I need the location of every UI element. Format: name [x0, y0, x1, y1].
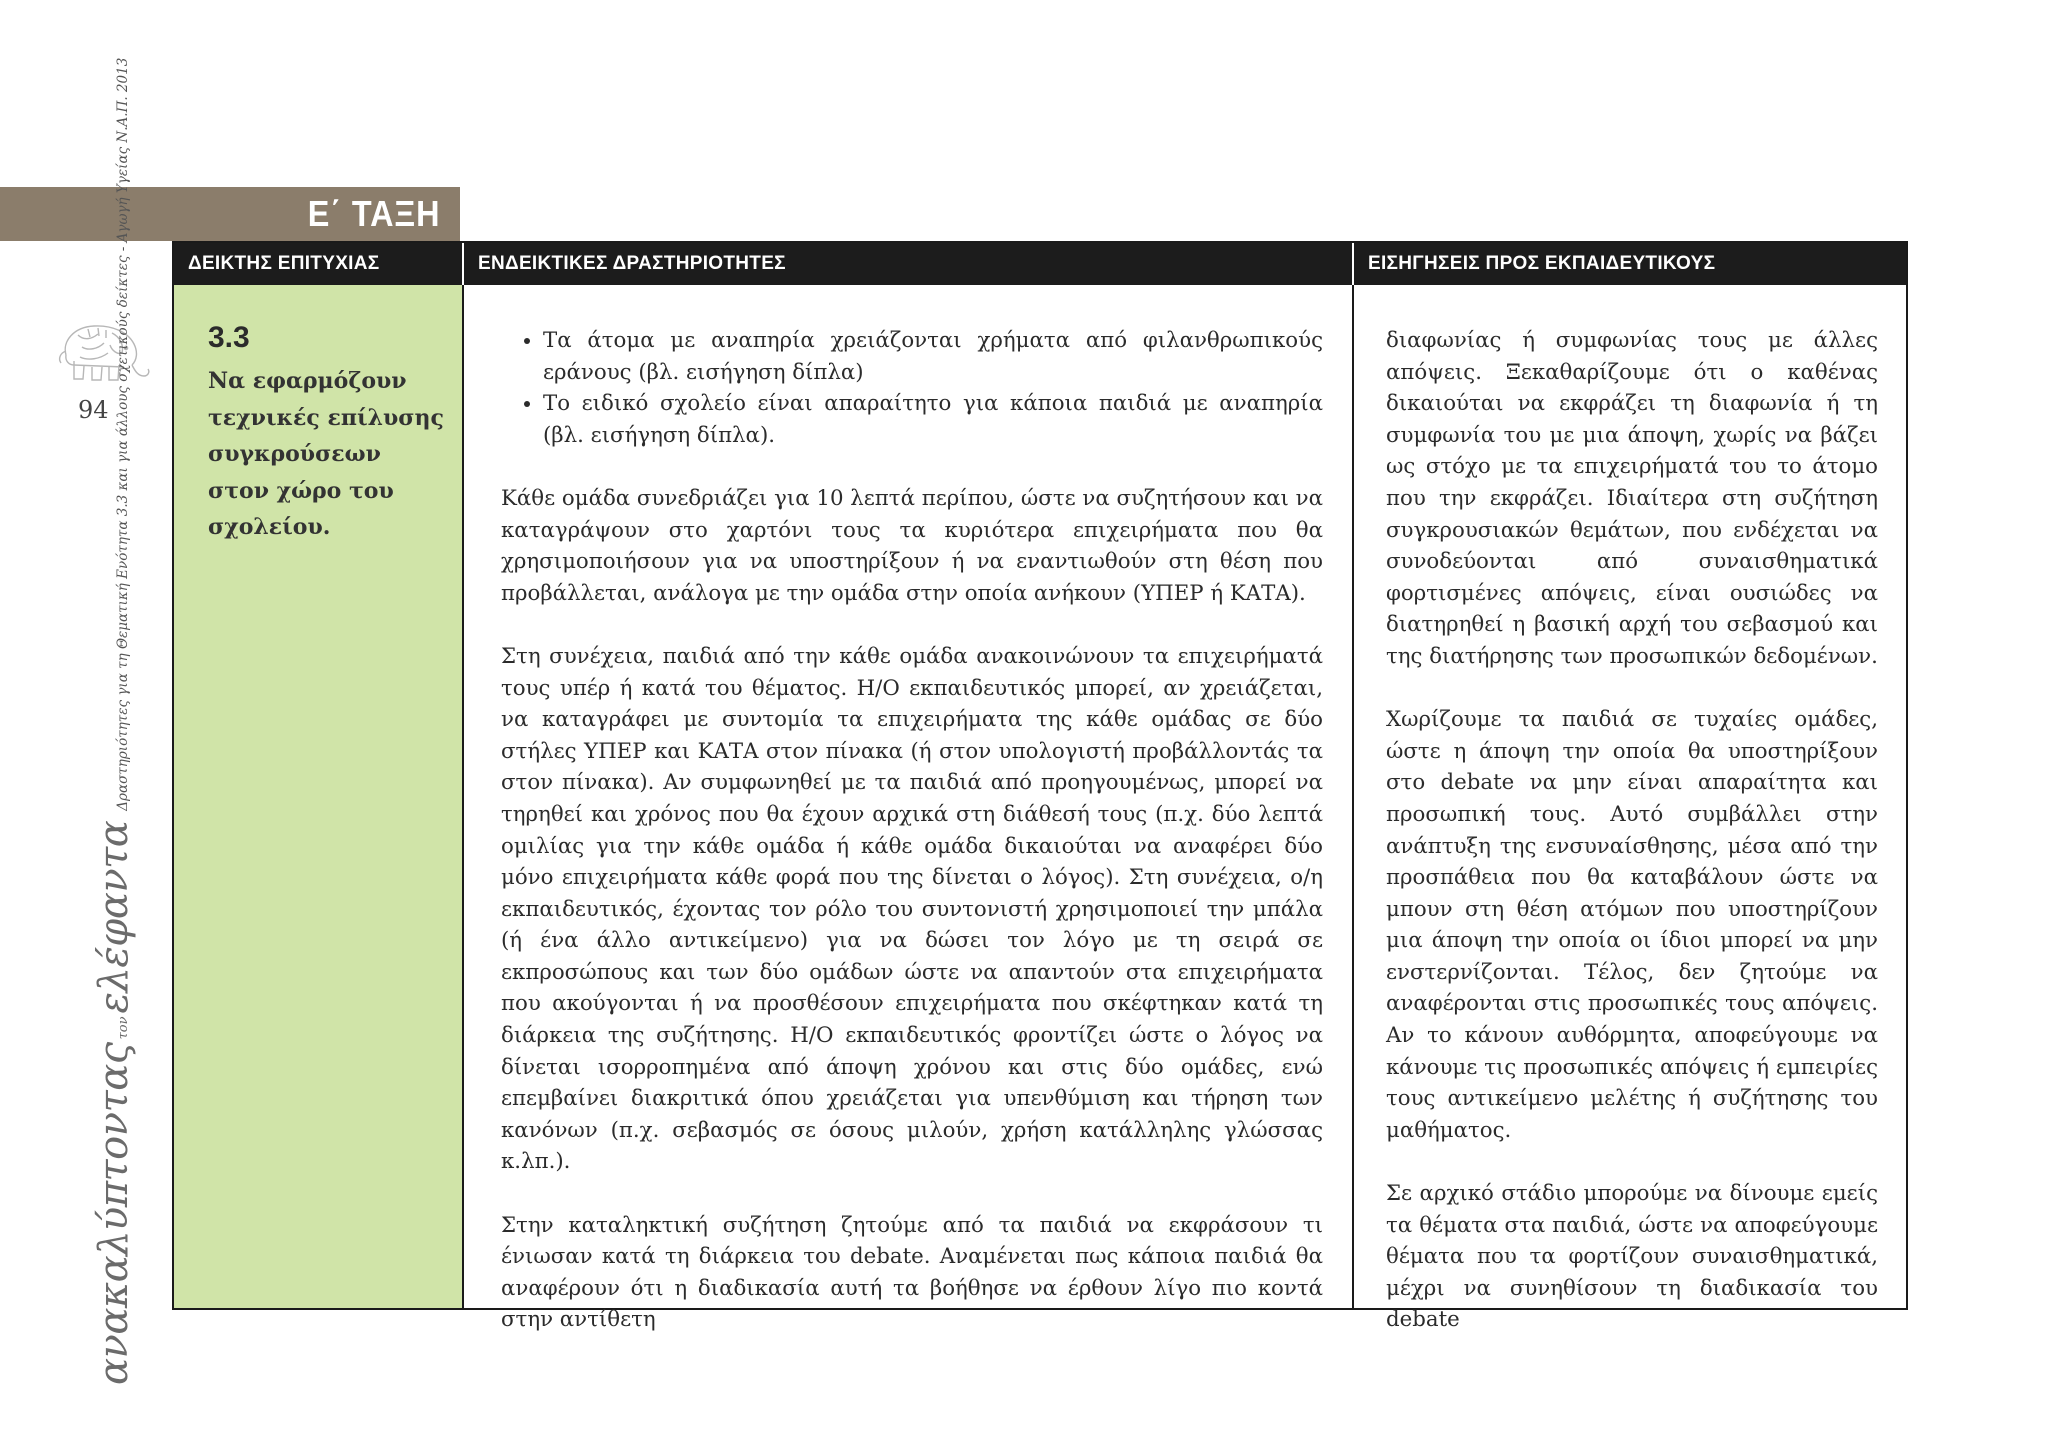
indicator-text: Να εφαρμόζουν τεχνικές επίλυσης συγκρούσεων στον χώρο του σχολείου.: [208, 368, 444, 540]
activities-paragraph: Στην καταληκτική συζήτηση ζητούμε από τα παιδιά να εκφράσουν τι ένιωσαν κατά τη διάρκεια του debate. Αναμένεται πως κάποια παιδιά θα αναφέρουν ότι η διαδικασία αυτή τα βοήθησε να έρθουν λίγο πιο κοντά στην αντίθετη: [501, 1212, 1323, 1333]
table-header-row: [174, 243, 1906, 285]
suggestions-cell: [1352, 285, 1906, 1333]
list-item: • Τα άτομα με αναπηρία χρειάζονται χρήματα από φιλανθρωπικούς εράνους (βλ. εισήγηση δίπλα): [543, 325, 1323, 388]
series-description: Δραστηριότητες για τη Θεματική Ενότητα 3.3 και για άλλους σχετικούς δείκτες - Αγωγή Υγείας Ν.Α.Π. 2013: [115, 57, 131, 811]
brand-title-small: τον: [116, 1016, 131, 1040]
activities-cell: [462, 285, 1352, 1333]
grade-banner: [0, 187, 460, 241]
header-indicator: ΔΕΙΚΤΗΣ ΕΠΙΤΥΧΙΑΣ: [188, 253, 380, 274]
indicator-number: 3.3: [208, 321, 250, 354]
brand-title-part2: ελέφαντα: [91, 820, 137, 1014]
brand-title-part1: ανακαλύπτοντας: [91, 1042, 137, 1385]
indicator-cell: [174, 285, 462, 1308]
list-item: • Το ειδικό σχολείο είναι απαραίτητο για κάποια παιδιά με αναπηρία (βλ. εισήγηση δίπλα).: [543, 388, 1323, 451]
suggestions-paragraph: διαφωνίας ή συμφωνίας τους με άλλες απόψεις. Ξεκαθαρίζουμε ότι ο καθένας δικαιούται να εκφράζει τη διαφωνία ή τη συμφωνία του με μια άποψη, χωρίς να βάζει ως στόχο με τα επιχειρήματά του το άτομο που την εκφράζει. Ιδιαίτερα στη συζήτηση συγκρουσιακών θεμάτων, που ενδέχεται να συνοδεύονται από συναισθηματικά φορτισμένες απόψεις, είναι ουσιώδες να διατηρηθεί η βασική αρχή του σεβασμού και της διατήρησης των προσωπικών δεδομένων.: [1386, 328, 1878, 669]
activities-text: [501, 325, 1323, 1368]
page-number: 94: [78, 396, 109, 424]
activities-paragraph: Κάθε ομάδα συνεδριάζει για 10 λεπτά περίπου, ώστε να συζητήσουν και να καταγράψουν στο χαρτόνι τους τα κυριότερα επιχειρήματα που θα χρησιμοποιήσουν για να υποστηρίξουν ή να εναντιωθούν στη θέση που προβάλλεται, ανάλογα με την ομάδα στην οποία ανήκουν (ΥΠΕΡ ή ΚΑΤΑ).: [501, 485, 1324, 606]
grade-label: Ε΄ ΤΑΞΗ: [307, 193, 440, 234]
suggestions-text: [1386, 325, 1878, 1368]
header-activities: ΕΝΔΕΙΚΤΙΚΕΣ ΔΡΑΣΤΗΡΙΟΤΗΤΕΣ: [462, 243, 1352, 285]
content-table: [172, 241, 1908, 1333]
activities-bullet-list: [501, 325, 1323, 451]
suggestions-paragraph: Χωρίζουμε τα παιδιά σε τυχαίες ομάδες, ώστε η άποψη την οποία θα υποστηρίξουν στο debate να μην είναι απαραίτητα και προσωπική τους. Αυτό συμβάλλει στην ανάπτυξη της ενσυναίσθησης, μέσα από την προσπάθεια που θα καταβάλουν ώστε να μπουν στη θέση ατόμων που υποστηρίζουν μια άποψη την οποία οι ίδιοι μπορεί να μην ενστερνίζονται. Τέλος, δεν ζητούμε να αναφέρονται στις προσωπικές τους απόψεις. Αν το κάνουν αυθόρμητα, αποφεύγουμε να κάνουμε τις προσωπικές απόψεις ή εμπειρίες τους αντικείμενο μελέτης ή συζήτησης του μαθήματος.: [1386, 707, 1878, 1143]
header-suggestions: ΕΙΣΗΓΗΣΕΙΣ ΠΡΟΣ ΕΚΠΑΙΔΕΥΤΙΚΟΥΣ: [1352, 243, 1906, 285]
suggestions-paragraph: Σε αρχικό στάδιο μπορούμε να δίνουμε εμείς τα θέματα στα παιδιά, ώστε να αποφεύγουμε θέματα που τα φορτίζουν συναισθηματικά, μέχρι να συνηθίσουν τη διαδικασία του debate: [1386, 1181, 1878, 1333]
activities-paragraph: Στη συνέχεια, παιδιά από την κάθε ομάδα ανακοινώνουν τα επιχειρήματά τους υπέρ ή κατά του θέματος. Η/Ο εκπαιδευτικός μπορεί, αν χρειάζεται, να καταγράφει με συντομία τα επιχειρήματα της κάθε ομάδας σε δύο στήλες ΥΠΕΡ και ΚΑΤΑ στον πίνακα (ή στον υπολογιστή προβάλλοντάς τα στον πίνακα). Αν συμφωνηθεί με τα παιδιά από προηγουμένως, μπορεί να τηρηθεί και χρόνος που θα έχουν αρχικά στη διάθεσή τους (π.χ. δύο λεπτά ομιλίας για την κάθε ομάδα ή κάθε ομάδα δικαιούται να αναφέρει δύο μόνο επιχειρήματα κάθε φορά που της δίνεται ο λόγος). Στη συνέχεια, ο/η εκπαιδευτικός, έχοντας τον ρόλο του συντονιστή χρησιμοποιεί την μπάλα (ή ένα άλλο αντικείμενο) για να δώσει τον λόγο με τη σειρά σε εκπροσώπους και των δύο ομάδων ώστε να απαντούν στα επιχειρήματα που ακούγονται ή να προσθέσουν επιχειρήματα που σκέφτηκαν κατά τη διάρκεια της συζήτησης. Η/Ο εκπαιδευτικός φροντίζει ώστε ο λόγος να δίνεται ισορροπημένα από άποψη χρόνου και στις δύο ομάδες, ενώ επεμβαίνει διακριτικά όπου χρειάζεται για υπενθύμιση και τήρηση των κανόνων (π.χ. σεβασμός σε όσους μιλούν, χρήση κατάλληλης γλώσσας κ.λπ.).: [501, 643, 1323, 1175]
